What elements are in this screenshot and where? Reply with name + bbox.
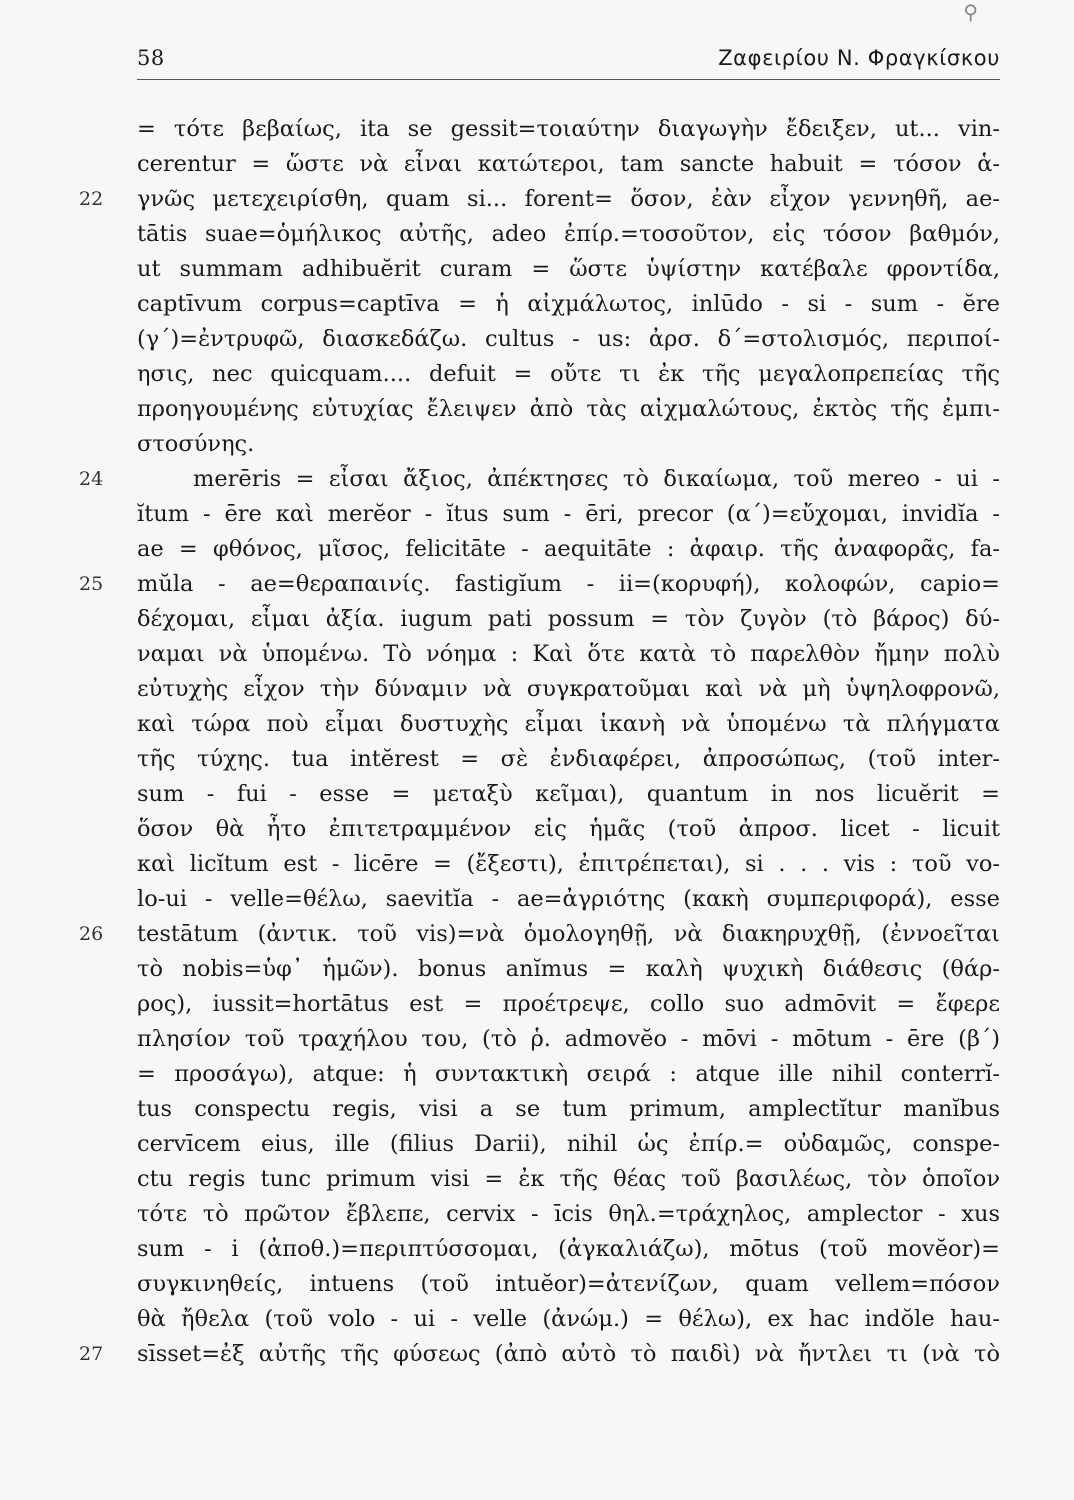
line-text: ρος), iussit=hortātus est = προέτρεψε, collo suo admōvit = ἔφερε [137, 991, 1000, 1017]
line-text: εὐτυχὴς εἶχον τὴν δύναμιν νὰ συγκρατοῦμαι καὶ νὰ μὴ ὑψηλοφρονῶ, [137, 676, 1000, 702]
line-text: ĭtum - ēre καὶ merĕor - ĭtus sum - ēri, precor (α΄)=εὔχομαι, invidĭa - [137, 501, 1000, 527]
line-text: συγκινηθείς, intuens (τοῦ intuĕor)=ἀτενίζων, quam vellem=πόσον [137, 1271, 1000, 1297]
line-text: γνῶς μετεχειρίσθη, quam si... forent= ὅσον, ἐὰν εἶχον γεννηθῆ, ae- [137, 186, 1000, 212]
text-line [137, 427, 1000, 462]
line-text: sum - fui - esse = μεταξὺ κεῖμαι), quantum in nos licuĕrit = [137, 781, 1000, 807]
text-line [137, 637, 1000, 672]
line-text: στοσύνης. [137, 431, 255, 457]
text-line [137, 1127, 1000, 1162]
text-line [137, 112, 1000, 147]
text-block [79, 112, 1000, 1372]
text-line [137, 1092, 1000, 1127]
margin-line-number: 22 [79, 188, 104, 210]
line-text: cervīcem eius, ille (filius Darii), nihil ὡς ἐπίρ.= οὐδαμῶς, conspe- [137, 1131, 1000, 1157]
text-line [79, 917, 1000, 952]
text-line [137, 812, 1000, 847]
text-line [79, 1337, 1000, 1372]
text-line [137, 497, 1000, 532]
line-text: sum - i (ἀποθ.)=περιπτύσσομαι, (ἀγκαλιάζω), mōtus (τοῦ movĕor)= [137, 1236, 1000, 1262]
text-line [137, 287, 1000, 322]
text-line [137, 952, 1000, 987]
text-line [137, 357, 1000, 392]
text-line [137, 987, 1000, 1022]
line-text: ησις, nec quicquam.... defuit = οὔτε τι ἐκ τῆς μεγαλοπρεπείας τῆς [137, 361, 1000, 387]
line-text: καὶ licĭtum est - licēre = (ἔξεστι), ἐπιτρέπεται), si . . . vis : τοῦ vo- [137, 851, 1000, 877]
line-text: τὸ nobis=ὑφ᾽ ἡμῶν). bonus anĭmus = καλὴ ψυχικὴ διάθεσις (θάρ- [137, 956, 1000, 982]
text-line [137, 602, 1000, 637]
line-text: ae = φθόνος, μῖσος, felicitāte - aequitāte : ἀφαιρ. τῆς ἀναφορᾶς, fa- [137, 536, 1000, 562]
line-text: tātis suae=ὁμήλικος αὐτῆς, adeo ἐπίρ.=τοσοῦτον, εἰς τόσον βαθμόν, [137, 221, 1000, 247]
text-line [137, 1232, 1000, 1267]
line-text: = προσάγω), atque: ἡ συντακτικὴ σειρά : atque ille nihil conterrĭ- [137, 1061, 1000, 1087]
line-text: καὶ τώρα ποὺ εἶμαι δυστυχὴς εἶμαι ἱκανὴ νὰ ὑπομένω τὰ πλήγματα [137, 711, 1000, 737]
text-line [137, 392, 1000, 427]
margin-line-number: 26 [79, 923, 104, 945]
line-text: cerentur = ὥστε νὰ εἶναι κατώτεροι, tam sancte habuit = τόσον ἁ- [137, 151, 1000, 177]
text-line [137, 217, 1000, 252]
text-line [137, 777, 1000, 812]
line-text: τότε τὸ πρῶτον ἔβλεπε, cervix - īcis θηλ.=τράχηλος, amplector - xus [137, 1201, 1000, 1227]
line-text: (γ΄)=ἐντρυφῶ, διασκεδάζω. cultus - us: ἀρσ. δ΄=στολισμός, περιποί- [137, 326, 1000, 352]
line-text: merēris = εἶσαι ἄξιος, ἀπέκτησες τὸ δικαίωμα, τοῦ mereo - ui - [193, 466, 1000, 492]
line-text: θὰ ἤθελα (τοῦ volo - ui - velle (ἀνώμ.) = θέλω), ex hac indŏle hau- [137, 1306, 1000, 1332]
text-line [137, 1162, 1000, 1197]
line-text: πλησίον τοῦ τραχήλου του, (τὸ ῥ. admovĕo - mōvi - mōtum - ēre (β΄) [137, 1026, 1000, 1052]
text-line [137, 847, 1000, 882]
text-line [79, 567, 1000, 602]
text-line [137, 672, 1000, 707]
text-line [79, 462, 1000, 497]
text-line [137, 532, 1000, 567]
header-rule [137, 79, 1000, 80]
text-line [79, 182, 1000, 217]
text-line [137, 1057, 1000, 1092]
text-line [137, 1302, 1000, 1337]
text-line [137, 322, 1000, 357]
text-line [137, 742, 1000, 777]
margin-line-number: 27 [79, 1343, 104, 1365]
page-number: 58 [137, 46, 165, 70]
line-text: ut summam adhibuĕrit curam = ὥστε ὑψίστην κατέβαλε φροντίδα, [137, 256, 1000, 282]
line-text: lo-ui - velle=θέλω, saevitĭa - ae=ἀγριότης (κακὴ συμπεριφορά), esse [137, 886, 1000, 912]
line-text: = τότε βεβαίως, ita se gessit=τοιαύτην διαγωγὴν ἔδειξεν, ut... vin- [137, 116, 1000, 142]
line-text: δέχομαι, εἶμαι ἀξία. iugum pati possum = τὸν ζυγὸν (τὸ βάρος) δύ- [137, 606, 1000, 632]
line-text: mŭla - ae=θεραπαινίς. fastigĭum - ii=(κορυφή), κολοφών, capio= [137, 571, 1000, 597]
line-text: tus conspectu regis, visi a se tum primum, amplectĭtur manĭbus [137, 1096, 1000, 1122]
text-line [137, 147, 1000, 182]
text-line [137, 252, 1000, 287]
text-line [137, 1022, 1000, 1057]
text-line [137, 1267, 1000, 1302]
margin-line-number: 24 [79, 468, 104, 490]
line-text: τῆς τύχης. tua intĕrest = σὲ ἐνδιαφέρει, ἀπροσώπως, (τοῦ inter- [137, 746, 1000, 772]
corner-mark: ⚲ [963, 0, 978, 24]
text-line [137, 1197, 1000, 1232]
text-line [137, 707, 1000, 742]
line-text: captīvum corpus=captīva = ἡ αἰχμάλωτος, inlūdo - si - sum - ĕre [137, 291, 1000, 317]
line-text: sīsset=ἐξ αὐτῆς τῆς φύσεως (ἀπὸ αὐτὸ τὸ παιδὶ) νὰ ἤντλει τι (νὰ τὸ [137, 1341, 1000, 1367]
line-text: testātum (ἀντικ. τοῦ vis)=νὰ ὁμολογηθῇ, νὰ διακηρυχθῇ, (ἐννοεῖται [137, 921, 1000, 947]
line-text: ὅσον θὰ ἦτο ἐπιτετραμμένον εἰς ἡμᾶς (τοῦ ἀπροσ. licet - licuit [137, 816, 1000, 842]
line-text: ctu regis tunc primum visi = ἐκ τῆς θέας τοῦ βασιλέως, τὸν ὁποῖον [137, 1166, 1000, 1192]
line-text: προηγουμένης εὐτυχίας ἔλειψεν ἀπὸ τὰς αἰχμαλώτους, ἐκτὸς τῆς ἐμπι- [137, 396, 1000, 422]
line-text: ναμαι νὰ ὑπομένω. Τὸ νόημα : Καὶ ὅτε κατὰ τὸ παρελθὸν ἤμην πολὺ [137, 641, 1000, 667]
margin-line-number: 25 [79, 573, 104, 595]
text-line [137, 882, 1000, 917]
running-head: Ζαφειρίου Ν. Φραγκίσκου [718, 46, 1000, 70]
